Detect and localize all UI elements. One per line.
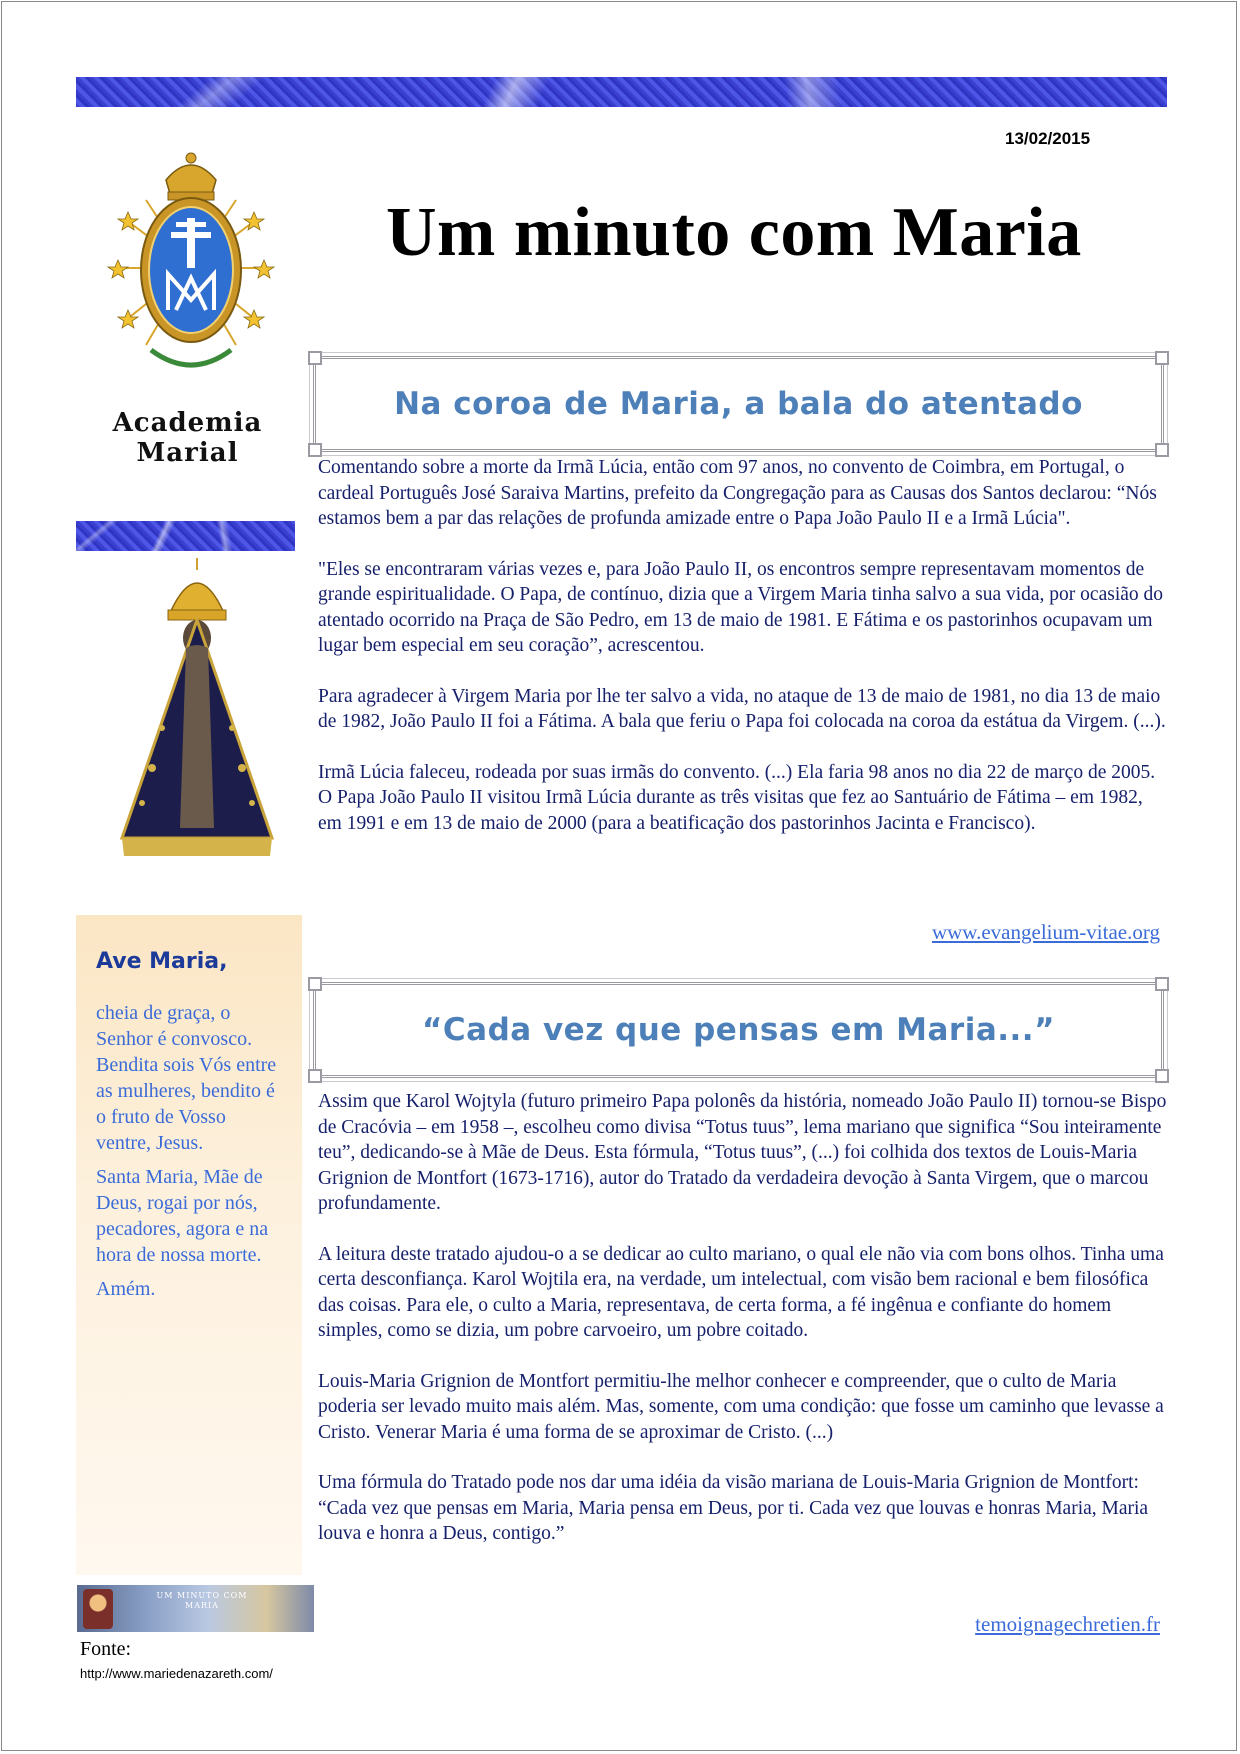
our-lady-statue-image xyxy=(112,558,282,868)
source-url[interactable]: http://www.mariedenazareth.com/ xyxy=(80,1666,273,1681)
side-decorative-bar xyxy=(76,521,295,551)
section-heading-box xyxy=(313,982,1164,1078)
article-paragraph: "Eles se encontraram várias vezes e, para João Paulo II, os encontros sempre representavam momentos de grande espiritualidade. O Papa, de contínuo, dizia que a Virgem Maria tinha salvo a sua vida, por ocasião do atentado ocorrido na Praça de São Pedro, em 13 de maio de 1981. E Fátima e os pastorinhos ocupavam um lugar bem especial em seu coração”, acrescentou. xyxy=(318,558,1164,656)
source-label: Fonte: xyxy=(80,1638,132,1660)
article-paragraph: Irmã Lúcia faleceu, rodeada por suas irmãs do convento. (...) Ela faria 98 anos no dia 22 de março de 2005. O Papa João Paulo II visitou Irmã Lúcia durante as três visitas que fez ao Santuário de Fátima – em 1982, em 1991 e em 13 de maio de 2000 (para a beatificação dos pastorinhos Jacinta e Francisco). xyxy=(318,761,1156,834)
article-paragraph: Uma fórmula do Tratado pode nos dar uma idéia da visão mariana de Louis-Maria Grignion de Montfort: “Cada vez que pensas em Maria, Maria pensa em Deus, por ti. Cada vez que louvas e honras Maria, Maria louva e honra a Deus, contigo.” xyxy=(318,1472,1149,1544)
source-link[interactable]: temoignagechretien.fr xyxy=(975,1612,1160,1636)
logo-caption: Academia Marial xyxy=(112,408,263,468)
prayer-paragraph: Santa Maria, Mãe de Deus, rogai por nós, pecadores, agora e na hora de nossa morte. xyxy=(96,1166,269,1266)
section-heading-box xyxy=(313,356,1164,452)
crown-icon xyxy=(166,153,216,200)
top-decorative-bar xyxy=(76,77,1167,107)
section-heading: “Cada vez que pensas em Maria...” xyxy=(422,1012,1055,1048)
banner-text: UM MINUTO COM MARIA xyxy=(156,1591,248,1610)
article-paragraph: A leitura deste tratado ajudou-o a se dedicar ao culto mariano, o qual ele não via com bons olhos. Tinha uma certa desconfiança. Karol Wojtila era, na verdade, um intelectual, com visão bem racional e bem filosófica das coisas. Para ele, o culto a Maria, representava, de certa forma, a fé ingênua e confiante do homem simples, como se dizia, um pobre carvoeiro, um pobre coitado. xyxy=(318,1243,1164,1341)
article-paragraph: Para agradecer à Virgem Maria por lhe ter salvo a vida, no ataque de 13 de maio de 1981, no dia 13 de maio de 1982, João Paulo II foi a Fátima. A bala que feriu o Papa foi colocada na coroa da estátua da Virgem. (...). xyxy=(318,685,1166,732)
prayer-title: Ave Maria, xyxy=(96,949,228,974)
statue-crown-icon xyxy=(168,558,226,620)
academia-marial-emblem xyxy=(106,150,276,385)
issue-date: 13/02/2015 xyxy=(1005,129,1091,148)
icon-image xyxy=(83,1589,113,1629)
prayer-paragraph: Amém. xyxy=(96,1278,156,1300)
article-paragraph: Comentando sobre a morte da Irmã Lúcia, então com 97 anos, no convento de Coimbra, em Portugal, o cardeal Português José Saraiva Martins, prefeito da Congregação para as Causas dos Santos declarou: “Nós estamos bem a par das relações de profunda amizade entre o Papa João Paulo II e a Irmã Lúcia". xyxy=(318,457,1157,529)
prayer-box xyxy=(76,915,302,1575)
article-paragraph: Assim que Karol Wojtyla (futuro primeiro Papa polonês da história, nomeado João Paulo II) tornou-se Bispo de Cracóvia – em 1958 –, escolheu como divisa “Totus tuus”, lema mariano que significa “Sou inteiramente teu”, dedicando-se à Mãe de Deus. Esta fórmula, “Totus tuus”, (...) foi colhida dos textos de Louis-Maria Grignion de Montfort (1673-1716), autor do Tratado da verdadeira devoção à Santa Virgem, que o marcou profundamente. xyxy=(318,1091,1167,1214)
um-minuto-banner-image xyxy=(77,1585,314,1632)
prayer-paragraph: cheia de graça, o Senhor é convosco. Bendita sois Vós entre as mulheres, bendito é o fruto de Vosso ventre, Jesus. xyxy=(96,1002,277,1154)
article-body xyxy=(318,1089,1168,1572)
article-body xyxy=(318,455,1168,861)
source-link[interactable]: www.evangelium-vitae.org xyxy=(931,920,1160,944)
article-paragraph: Louis-Maria Grignion de Montfort permitiu-lhe melhor conhecer e compreender, que o culto de Maria poderia ser levado muito mais além. Mas, somente, com uma condição: que fosse um caminho que levasse a Cristo. Venerar Maria é uma forma de se aproximar de Cristo. (...) xyxy=(318,1370,1164,1443)
section-heading: Na coroa de Maria, a bala do atentado xyxy=(394,386,1083,422)
page-title: Um minuto com Maria xyxy=(386,194,1082,271)
